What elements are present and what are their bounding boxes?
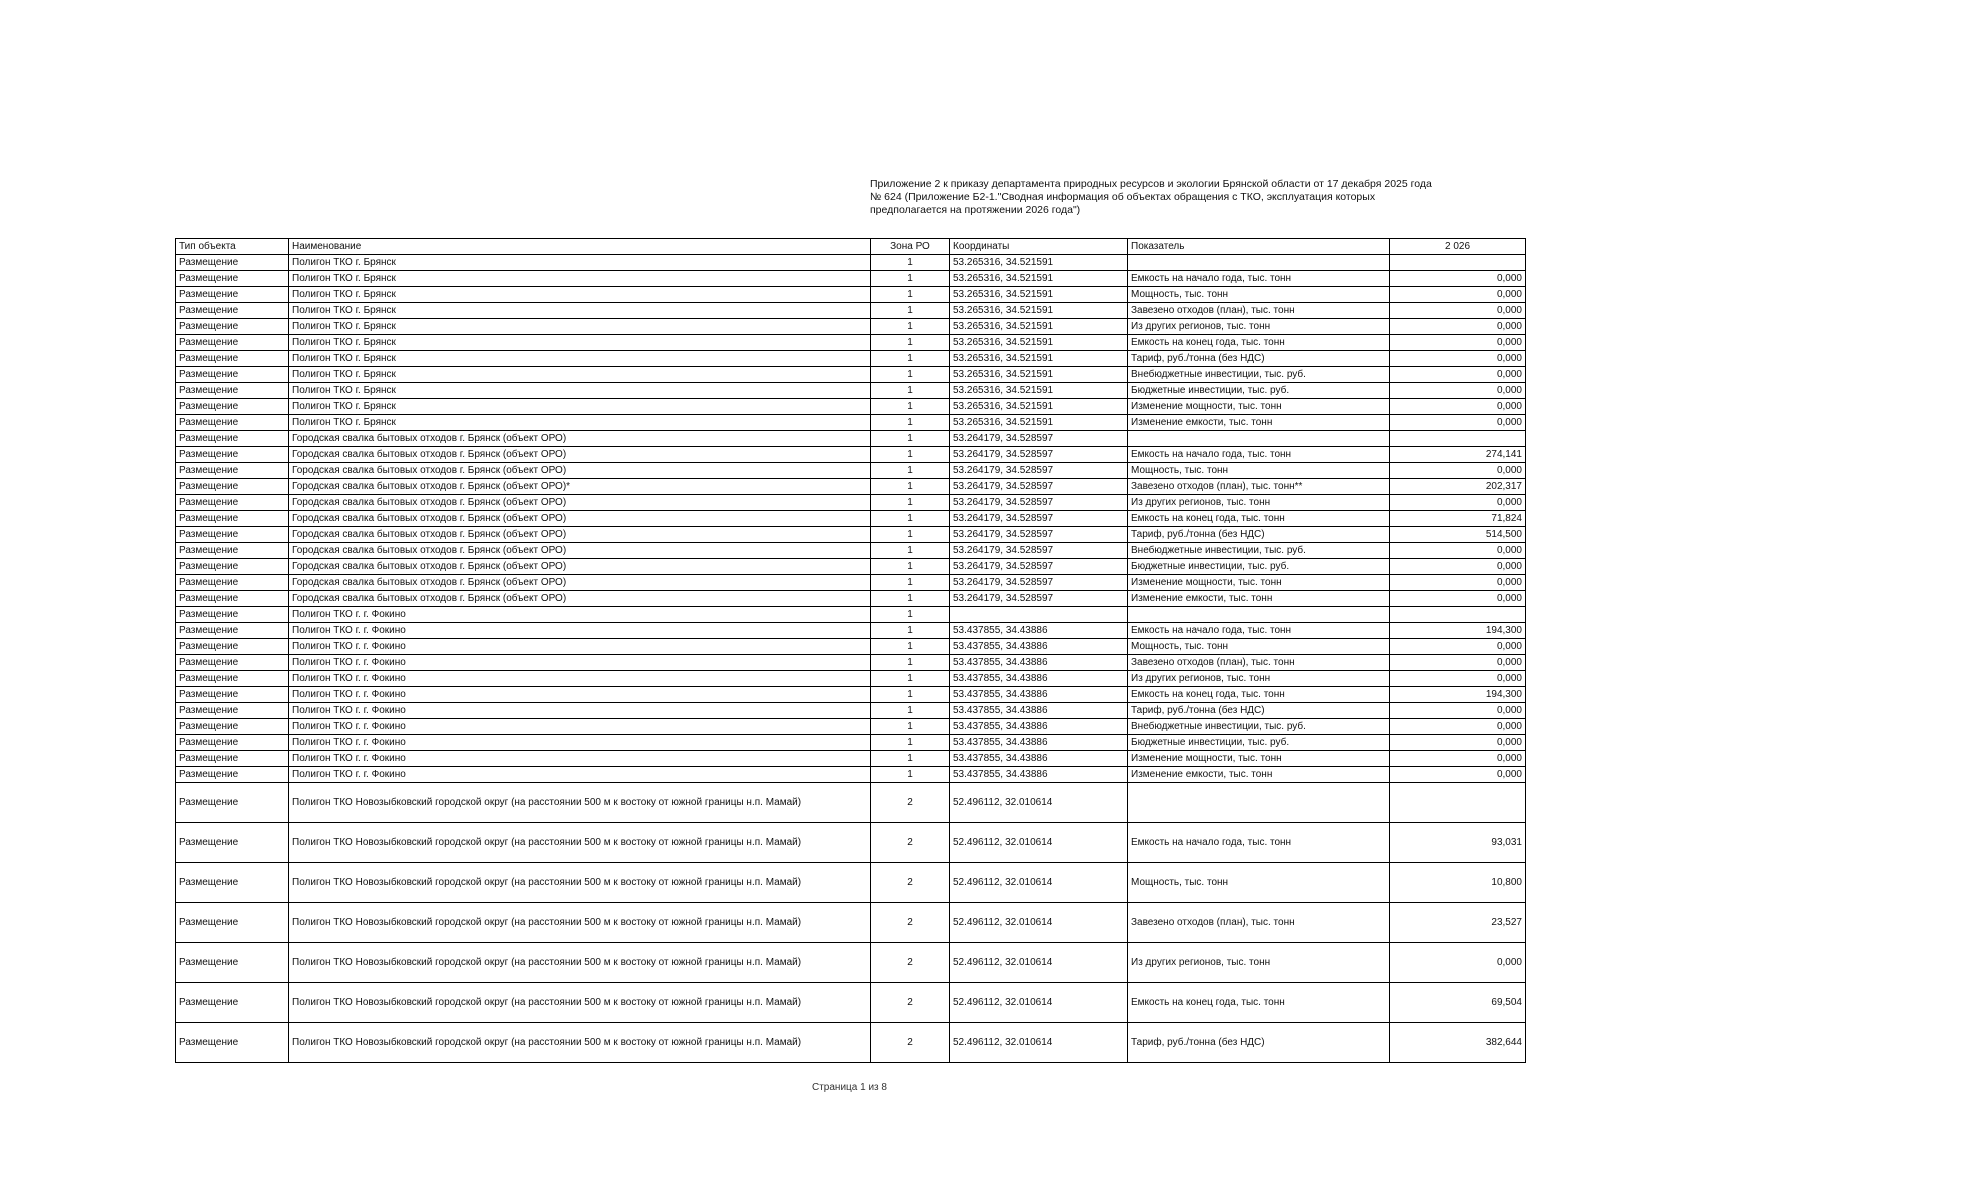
cell-coordinates: 53.264179, 34.528597: [950, 431, 1128, 447]
cell-coordinates: 52.496112, 32.010614: [950, 1023, 1128, 1063]
table-row: [176, 559, 1526, 575]
cell-object-type: Размещение: [176, 783, 289, 823]
cell-object-type: Размещение: [176, 983, 289, 1023]
cell-object-type: Размещение: [176, 639, 289, 655]
cell-indicator: [1128, 255, 1390, 271]
cell-value: 0,000: [1390, 367, 1526, 383]
cell-object-type: Размещение: [176, 719, 289, 735]
cell-zone: 1: [871, 607, 950, 623]
cell-name: Полигон ТКО Новозыбковский городской округ (на расстоянии 500 м к востоку от южной границы н.п. Мамай): [289, 823, 871, 863]
cell-indicator: Из других регионов, тыс. тонн: [1128, 495, 1390, 511]
cell-name: Городская свалка бытовых отходов г. Брянск (объект ОРО): [289, 447, 871, 463]
cell-indicator: Изменение мощности, тыс. тонн: [1128, 575, 1390, 591]
cell-coordinates: 53.264179, 34.528597: [950, 447, 1128, 463]
cell-zone: 1: [871, 687, 950, 703]
header-line-1: Приложение 2 к приказу департамента природных ресурсов и экологии Брянской области от 17 декабря 2025 года: [870, 178, 1432, 190]
cell-indicator: Изменение емкости, тыс. тонн: [1128, 767, 1390, 783]
cell-name: Городская свалка бытовых отходов г. Брянск (объект ОРО): [289, 431, 871, 447]
cell-name: Городская свалка бытовых отходов г. Брянск (объект ОРО): [289, 591, 871, 607]
cell-indicator: Мощность, тыс. тонн: [1128, 463, 1390, 479]
cell-coordinates: 53.437855, 34.43886: [950, 767, 1128, 783]
cell-name: Городская свалка бытовых отходов г. Брянск (объект ОРО): [289, 575, 871, 591]
cell-indicator: Завезено отходов (план), тыс. тонн: [1128, 655, 1390, 671]
table-row: [176, 447, 1526, 463]
cell-object-type: Размещение: [176, 383, 289, 399]
cell-value: 0,000: [1390, 415, 1526, 431]
cell-indicator: Емкость на конец года, тыс. тонн: [1128, 983, 1390, 1023]
table-row: [176, 383, 1526, 399]
cell-object-type: Размещение: [176, 399, 289, 415]
cell-indicator: Изменение емкости, тыс. тонн: [1128, 591, 1390, 607]
cell-zone: 1: [871, 335, 950, 351]
cell-name: Полигон ТКО Новозыбковский городской округ (на расстоянии 500 м к востоку от южной границы н.п. Мамай): [289, 863, 871, 903]
table-row: [176, 399, 1526, 415]
cell-coordinates: 53.264179, 34.528597: [950, 559, 1128, 575]
cell-indicator: Бюджетные инвестиции, тыс. руб.: [1128, 735, 1390, 751]
cell-name: Полигон ТКО г. г. Фокино: [289, 767, 871, 783]
cell-name: Полигон ТКО г. г. Фокино: [289, 623, 871, 639]
cell-zone: 2: [871, 1023, 950, 1063]
cell-zone: 1: [871, 415, 950, 431]
cell-value: [1390, 255, 1526, 271]
cell-zone: 1: [871, 383, 950, 399]
cell-value: 0,000: [1390, 559, 1526, 575]
cell-indicator: Тариф, руб./тонна (без НДС): [1128, 703, 1390, 719]
cell-object-type: Размещение: [176, 591, 289, 607]
cell-object-type: Размещение: [176, 1023, 289, 1063]
cell-indicator: Емкость на начало года, тыс. тонн: [1128, 623, 1390, 639]
cell-value: 0,000: [1390, 399, 1526, 415]
cell-zone: 2: [871, 943, 950, 983]
column-header-value: 2 026: [1390, 239, 1526, 255]
cell-value: 69,504: [1390, 983, 1526, 1023]
column-header-indicator: Показатель: [1128, 239, 1390, 255]
table-row: [176, 943, 1526, 983]
cell-indicator: Бюджетные инвестиции, тыс. руб.: [1128, 559, 1390, 575]
cell-value: 0,000: [1390, 463, 1526, 479]
cell-coordinates: 53.437855, 34.43886: [950, 735, 1128, 751]
cell-name: Полигон ТКО г. г. Фокино: [289, 687, 871, 703]
cell-coordinates: 53.265316, 34.521591: [950, 415, 1128, 431]
cell-name: Полигон ТКО г. Брянск: [289, 271, 871, 287]
table-row: [176, 511, 1526, 527]
cell-value: 0,000: [1390, 639, 1526, 655]
cell-name: Полигон ТКО г. Брянск: [289, 367, 871, 383]
cell-value: 0,000: [1390, 543, 1526, 559]
cell-name: Городская свалка бытовых отходов г. Брянск (объект ОРО): [289, 559, 871, 575]
cell-value: 0,000: [1390, 575, 1526, 591]
cell-zone: 1: [871, 367, 950, 383]
table-row: [176, 415, 1526, 431]
cell-zone: 2: [871, 823, 950, 863]
cell-indicator: Завезено отходов (план), тыс. тонн: [1128, 903, 1390, 943]
column-header-object-type: Тип объекта: [176, 239, 289, 255]
cell-zone: 1: [871, 639, 950, 655]
cell-name: Полигон ТКО Новозыбковский городской округ (на расстоянии 500 м к востоку от южной границы н.п. Мамай): [289, 783, 871, 823]
cell-value: [1390, 783, 1526, 823]
cell-zone: 1: [871, 511, 950, 527]
cell-name: Полигон ТКО Новозыбковский городской округ (на расстоянии 500 м к востоку от южной границы н.п. Мамай): [289, 943, 871, 983]
cell-value: [1390, 431, 1526, 447]
cell-coordinates: 52.496112, 32.010614: [950, 823, 1128, 863]
cell-value: 0,000: [1390, 591, 1526, 607]
cell-value: 23,527: [1390, 903, 1526, 943]
cell-zone: 2: [871, 863, 950, 903]
cell-coordinates: 53.437855, 34.43886: [950, 639, 1128, 655]
header-line-3: предполагается на протяжении 2026 года"): [870, 204, 1081, 216]
cell-indicator: Тариф, руб./тонна (без НДС): [1128, 527, 1390, 543]
cell-name: Полигон ТКО Новозыбковский городской округ (на расстоянии 500 м к востоку от южной границы н.п. Мамай): [289, 1023, 871, 1063]
cell-object-type: Размещение: [176, 703, 289, 719]
cell-coordinates: 53.265316, 34.521591: [950, 367, 1128, 383]
cell-indicator: Мощность, тыс. тонн: [1128, 639, 1390, 655]
cell-indicator: Из других регионов, тыс. тонн: [1128, 319, 1390, 335]
cell-coordinates: 53.437855, 34.43886: [950, 655, 1128, 671]
column-header-coordinates: Координаты: [950, 239, 1128, 255]
table-row: [176, 591, 1526, 607]
cell-indicator: Мощность, тыс. тонн: [1128, 863, 1390, 903]
cell-zone: 1: [871, 623, 950, 639]
cell-object-type: Размещение: [176, 735, 289, 751]
cell-object-type: Размещение: [176, 559, 289, 575]
cell-zone: 1: [871, 527, 950, 543]
cell-object-type: Размещение: [176, 255, 289, 271]
cell-name: Полигон ТКО г. Брянск: [289, 287, 871, 303]
cell-object-type: Размещение: [176, 479, 289, 495]
cell-value: 0,000: [1390, 319, 1526, 335]
table-row: [176, 735, 1526, 751]
table-row: [176, 335, 1526, 351]
cell-name: Полигон ТКО г. г. Фокино: [289, 735, 871, 751]
cell-coordinates: 53.264179, 34.528597: [950, 511, 1128, 527]
table-row: [176, 703, 1526, 719]
table-row: [176, 431, 1526, 447]
cell-coordinates: 52.496112, 32.010614: [950, 863, 1128, 903]
cell-zone: 1: [871, 591, 950, 607]
cell-coordinates: 53.264179, 34.528597: [950, 575, 1128, 591]
cell-indicator: Внебюджетные инвестиции, тыс. руб.: [1128, 367, 1390, 383]
cell-object-type: Размещение: [176, 767, 289, 783]
table-row: [176, 463, 1526, 479]
table-row: [176, 639, 1526, 655]
cell-indicator: Емкость на начало года, тыс. тонн: [1128, 447, 1390, 463]
table-row: [176, 495, 1526, 511]
cell-value: 0,000: [1390, 655, 1526, 671]
cell-coordinates: 53.264179, 34.528597: [950, 479, 1128, 495]
cell-name: Полигон ТКО г. г. Фокино: [289, 639, 871, 655]
table-row: [176, 719, 1526, 735]
cell-coordinates: 53.265316, 34.521591: [950, 287, 1128, 303]
table-row: [176, 863, 1526, 903]
cell-zone: 1: [871, 431, 950, 447]
table-row: [176, 655, 1526, 671]
cell-zone: 1: [871, 287, 950, 303]
cell-object-type: Размещение: [176, 367, 289, 383]
cell-coordinates: 53.437855, 34.43886: [950, 719, 1128, 735]
cell-object-type: Размещение: [176, 903, 289, 943]
cell-coordinates: [950, 607, 1128, 623]
cell-value: [1390, 607, 1526, 623]
cell-value: 274,141: [1390, 447, 1526, 463]
cell-coordinates: 53.264179, 34.528597: [950, 527, 1128, 543]
cell-value: 0,000: [1390, 719, 1526, 735]
cell-indicator: [1128, 431, 1390, 447]
cell-name: Полигон ТКО г. г. Фокино: [289, 607, 871, 623]
cell-object-type: Размещение: [176, 319, 289, 335]
cell-value: 202,317: [1390, 479, 1526, 495]
cell-value: 0,000: [1390, 735, 1526, 751]
cell-indicator: Изменение мощности, тыс. тонн: [1128, 399, 1390, 415]
cell-zone: 1: [871, 559, 950, 575]
cell-value: 194,300: [1390, 687, 1526, 703]
objects-table: [175, 238, 1526, 1063]
table-row: [176, 575, 1526, 591]
cell-value: 0,000: [1390, 303, 1526, 319]
cell-name: Полигон ТКО г. Брянск: [289, 351, 871, 367]
page-number: Страница 1 из 8: [812, 1082, 887, 1093]
cell-zone: 1: [871, 271, 950, 287]
cell-coordinates: 53.437855, 34.43886: [950, 703, 1128, 719]
cell-value: 10,800: [1390, 863, 1526, 903]
table-row: [176, 319, 1526, 335]
cell-zone: 1: [871, 671, 950, 687]
cell-name: Городская свалка бытовых отходов г. Брянск (объект ОРО): [289, 463, 871, 479]
cell-indicator: Внебюджетные инвестиции, тыс. руб.: [1128, 543, 1390, 559]
cell-object-type: Размещение: [176, 431, 289, 447]
table-row: [176, 823, 1526, 863]
cell-zone: 1: [871, 255, 950, 271]
cell-object-type: Размещение: [176, 351, 289, 367]
cell-zone: 1: [871, 767, 950, 783]
cell-coordinates: 53.437855, 34.43886: [950, 751, 1128, 767]
cell-object-type: Размещение: [176, 495, 289, 511]
cell-name: Полигон ТКО г. г. Фокино: [289, 719, 871, 735]
cell-coordinates: 52.496112, 32.010614: [950, 783, 1128, 823]
cell-value: 514,500: [1390, 527, 1526, 543]
cell-zone: 1: [871, 719, 950, 735]
cell-zone: 1: [871, 575, 950, 591]
cell-zone: 1: [871, 543, 950, 559]
cell-zone: 1: [871, 735, 950, 751]
cell-indicator: Емкость на конец года, тыс. тонн: [1128, 687, 1390, 703]
document-header: [870, 178, 1520, 217]
cell-zone: 2: [871, 903, 950, 943]
table-row: [176, 687, 1526, 703]
cell-zone: 1: [871, 463, 950, 479]
table-row: [176, 287, 1526, 303]
table-row: [176, 767, 1526, 783]
table-row: [176, 783, 1526, 823]
cell-object-type: Размещение: [176, 543, 289, 559]
cell-value: 0,000: [1390, 287, 1526, 303]
cell-name: Полигон ТКО г. г. Фокино: [289, 703, 871, 719]
column-header-zone: Зона РО: [871, 239, 950, 255]
cell-name: Полигон ТКО г. Брянск: [289, 255, 871, 271]
cell-name: Полигон ТКО г. Брянск: [289, 415, 871, 431]
cell-name: Городская свалка бытовых отходов г. Брянск (объект ОРО)*: [289, 479, 871, 495]
cell-value: 382,644: [1390, 1023, 1526, 1063]
cell-coordinates: 53.437855, 34.43886: [950, 671, 1128, 687]
cell-name: Полигон ТКО г. г. Фокино: [289, 671, 871, 687]
table-row: [176, 607, 1526, 623]
cell-coordinates: 53.265316, 34.521591: [950, 351, 1128, 367]
table-row: [176, 671, 1526, 687]
cell-name: Полигон ТКО г. Брянск: [289, 319, 871, 335]
cell-name: Полигон ТКО г. Брянск: [289, 399, 871, 415]
cell-indicator: Из других регионов, тыс. тонн: [1128, 943, 1390, 983]
cell-zone: 1: [871, 655, 950, 671]
cell-zone: 1: [871, 495, 950, 511]
cell-value: 93,031: [1390, 823, 1526, 863]
cell-value: 0,000: [1390, 751, 1526, 767]
cell-coordinates: 53.264179, 34.528597: [950, 495, 1128, 511]
cell-coordinates: 53.265316, 34.521591: [950, 303, 1128, 319]
cell-object-type: Размещение: [176, 607, 289, 623]
cell-object-type: Размещение: [176, 335, 289, 351]
cell-value: 0,000: [1390, 351, 1526, 367]
table-row: [176, 903, 1526, 943]
cell-coordinates: 53.264179, 34.528597: [950, 463, 1128, 479]
cell-object-type: Размещение: [176, 527, 289, 543]
cell-indicator: Бюджетные инвестиции, тыс. руб.: [1128, 383, 1390, 399]
table-row: [176, 527, 1526, 543]
cell-value: 194,300: [1390, 623, 1526, 639]
cell-value: 0,000: [1390, 703, 1526, 719]
table-row: [176, 367, 1526, 383]
cell-object-type: Размещение: [176, 287, 289, 303]
cell-indicator: Из других регионов, тыс. тонн: [1128, 671, 1390, 687]
cell-object-type: Размещение: [176, 575, 289, 591]
cell-name: Городская свалка бытовых отходов г. Брянск (объект ОРО): [289, 511, 871, 527]
table-header-row: [176, 239, 1526, 255]
cell-zone: 2: [871, 783, 950, 823]
cell-zone: 1: [871, 319, 950, 335]
cell-value: 0,000: [1390, 271, 1526, 287]
cell-name: Городская свалка бытовых отходов г. Брянск (объект ОРО): [289, 527, 871, 543]
table-row: [176, 255, 1526, 271]
cell-object-type: Размещение: [176, 671, 289, 687]
cell-name: Полигон ТКО г. г. Фокино: [289, 655, 871, 671]
cell-indicator: Емкость на конец года, тыс. тонн: [1128, 335, 1390, 351]
cell-coordinates: 53.265316, 34.521591: [950, 399, 1128, 415]
cell-object-type: Размещение: [176, 463, 289, 479]
cell-coordinates: 53.264179, 34.528597: [950, 591, 1128, 607]
cell-name: Полигон ТКО Новозыбковский городской округ (на расстоянии 500 м к востоку от южной границы н.п. Мамай): [289, 903, 871, 943]
cell-value: 0,000: [1390, 943, 1526, 983]
table-row: [176, 983, 1526, 1023]
cell-indicator: Мощность, тыс. тонн: [1128, 287, 1390, 303]
cell-indicator: Завезено отходов (план), тыс. тонн: [1128, 303, 1390, 319]
cell-coordinates: 52.496112, 32.010614: [950, 903, 1128, 943]
cell-indicator: Емкость на конец года, тыс. тонн: [1128, 511, 1390, 527]
cell-value: 0,000: [1390, 383, 1526, 399]
cell-indicator: Внебюджетные инвестиции, тыс. руб.: [1128, 719, 1390, 735]
cell-coordinates: 53.437855, 34.43886: [950, 623, 1128, 639]
cell-value: 0,000: [1390, 495, 1526, 511]
table-row: [176, 303, 1526, 319]
cell-object-type: Размещение: [176, 687, 289, 703]
cell-name: Полигон ТКО г. Брянск: [289, 383, 871, 399]
cell-object-type: Размещение: [176, 303, 289, 319]
table-row: [176, 543, 1526, 559]
cell-indicator: Изменение мощности, тыс. тонн: [1128, 751, 1390, 767]
cell-object-type: Размещение: [176, 623, 289, 639]
cell-coordinates: 52.496112, 32.010614: [950, 943, 1128, 983]
cell-coordinates: 53.265316, 34.521591: [950, 335, 1128, 351]
header-line-2: № 624 (Приложение Б2-1."Сводная информация об объектах обращения с ТКО, эксплуатация которых: [870, 191, 1376, 203]
cell-name: Городская свалка бытовых отходов г. Брянск (объект ОРО): [289, 543, 871, 559]
cell-zone: 1: [871, 351, 950, 367]
table-row: [176, 1023, 1526, 1063]
cell-name: Полигон ТКО г. Брянск: [289, 303, 871, 319]
cell-name: Полигон ТКО Новозыбковский городской округ (на расстоянии 500 м к востоку от южной границы н.п. Мамай): [289, 983, 871, 1023]
cell-indicator: [1128, 607, 1390, 623]
cell-coordinates: 53.265316, 34.521591: [950, 271, 1128, 287]
cell-indicator: Завезено отходов (план), тыс. тонн**: [1128, 479, 1390, 495]
cell-object-type: Размещение: [176, 823, 289, 863]
cell-value: 71,824: [1390, 511, 1526, 527]
table-row: [176, 271, 1526, 287]
cell-zone: 1: [871, 751, 950, 767]
cell-value: 0,000: [1390, 335, 1526, 351]
cell-object-type: Размещение: [176, 511, 289, 527]
cell-coordinates: 53.265316, 34.521591: [950, 383, 1128, 399]
cell-object-type: Размещение: [176, 943, 289, 983]
cell-zone: 1: [871, 479, 950, 495]
cell-object-type: Размещение: [176, 271, 289, 287]
cell-coordinates: 53.264179, 34.528597: [950, 543, 1128, 559]
cell-name: Городская свалка бытовых отходов г. Брянск (объект ОРО): [289, 495, 871, 511]
cell-name: Полигон ТКО г. Брянск: [289, 335, 871, 351]
cell-zone: 2: [871, 983, 950, 1023]
cell-indicator: Емкость на начало года, тыс. тонн: [1128, 823, 1390, 863]
cell-name: Полигон ТКО г. г. Фокино: [289, 751, 871, 767]
cell-value: 0,000: [1390, 671, 1526, 687]
cell-indicator: Тариф, руб./тонна (без НДС): [1128, 1023, 1390, 1063]
cell-coordinates: 53.437855, 34.43886: [950, 687, 1128, 703]
cell-object-type: Размещение: [176, 751, 289, 767]
cell-indicator: Изменение емкости, тыс. тонн: [1128, 415, 1390, 431]
cell-zone: 1: [871, 447, 950, 463]
cell-coordinates: 52.496112, 32.010614: [950, 983, 1128, 1023]
cell-indicator: [1128, 783, 1390, 823]
column-header-name: Наименование: [289, 239, 871, 255]
table-row: [176, 623, 1526, 639]
cell-zone: 1: [871, 303, 950, 319]
cell-zone: 1: [871, 399, 950, 415]
cell-indicator: Тариф, руб./тонна (без НДС): [1128, 351, 1390, 367]
table-row: [176, 479, 1526, 495]
cell-zone: 1: [871, 703, 950, 719]
cell-object-type: Размещение: [176, 655, 289, 671]
cell-object-type: Размещение: [176, 863, 289, 903]
cell-coordinates: 53.265316, 34.521591: [950, 319, 1128, 335]
cell-coordinates: 53.265316, 34.521591: [950, 255, 1128, 271]
cell-object-type: Размещение: [176, 447, 289, 463]
table-row: [176, 751, 1526, 767]
cell-indicator: Емкость на начало года, тыс. тонн: [1128, 271, 1390, 287]
cell-object-type: Размещение: [176, 415, 289, 431]
table-row: [176, 351, 1526, 367]
cell-value: 0,000: [1390, 767, 1526, 783]
